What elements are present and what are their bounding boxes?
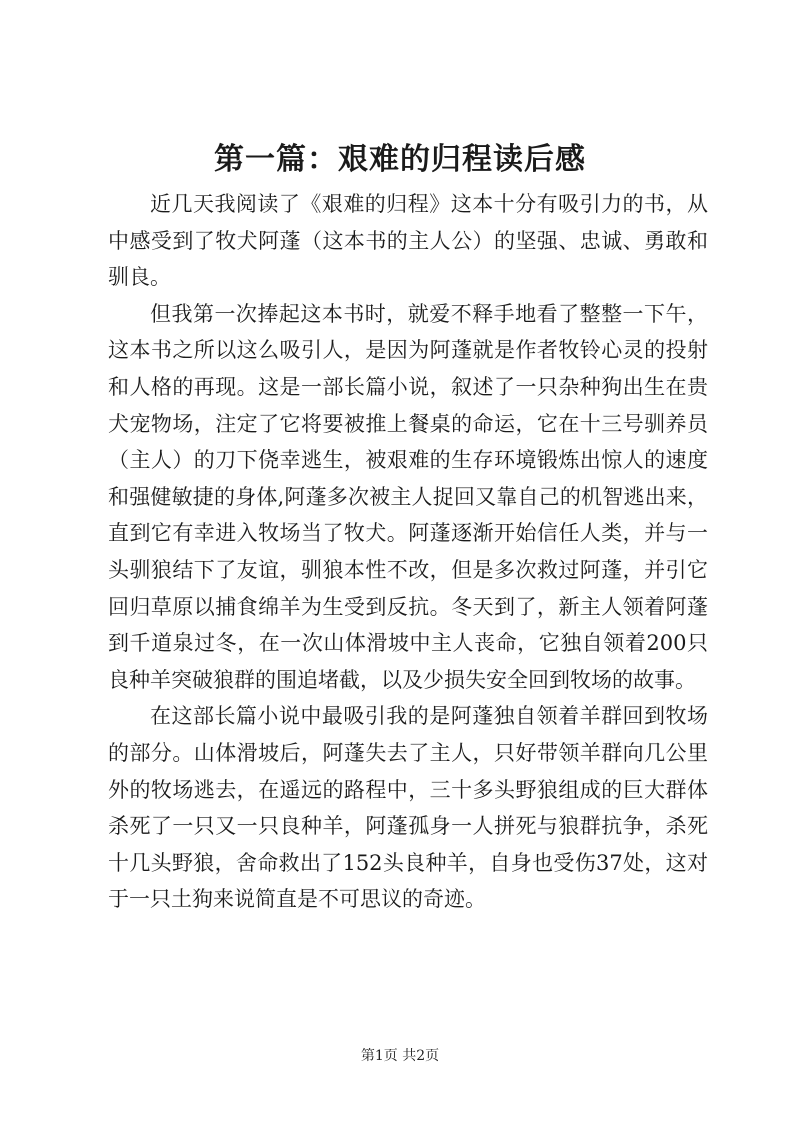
paragraph-1: 近几天我阅读了《艰难的归程》这本十分有吸引力的书，从中感受到了牧犬阿蓬（这本书的主人公）的坚强、忠诚、勇敢和驯良。 (108, 192, 708, 290)
document-body (108, 186, 708, 918)
paragraph-2: 但我第一次捧起这本书时，就爱不释手地看了整整一下午，这本书之所以这么吸引人，是因为阿蓬就是作者牧铃心灵的投射和人格的再现。这是一部长篇小说，叙述了一只杂种狗出生在贵犬宠物场，注定了它将要被推上餐桌的命运，它在十三号驯养员（主人）的刀下侥幸逃生，被艰难的生存环境锻炼出惊人的速度和强健敏捷的身体,阿蓬多次被主人捉回又靠自己的机智逃出来，直到它有幸进入牧场当了牧犬。阿蓬逐渐开始信任人类，并与一头驯狼结下了友谊，驯狼本性不改，但是多次救过阿蓬，并引它回归草原以捕食绵羊为生受到反抗。冬天到了，新主人领着阿蓬到千道泉过冬，在一次山体滑坡中主人丧命，它独自领着200只良种羊突破狼群的围追堵截，以及少损失安全回到牧场的故事。 (108, 301, 708, 692)
paragraph-3: 在这部长篇小说中最吸引我的是阿蓬独自领着羊群回到牧场的部分。山体滑坡后，阿蓬失去了主人，只好带领羊群向几公里外的牧场逃去，在遥远的路程中，三十多头野狼组成的巨大群体杀死了一只又一只良种羊，阿蓬孤身一人拼死与狼群抗争，杀死十几头野狼，舍命救出了152头良种羊，自身也受伤37处，这对于一只土狗来说简直是不可思议的奇迹。 (108, 704, 708, 912)
document-title: 第一篇：艰难的归程读后感 (214, 142, 586, 177)
page-footer: 第1页 共2页 (360, 1048, 440, 1064)
